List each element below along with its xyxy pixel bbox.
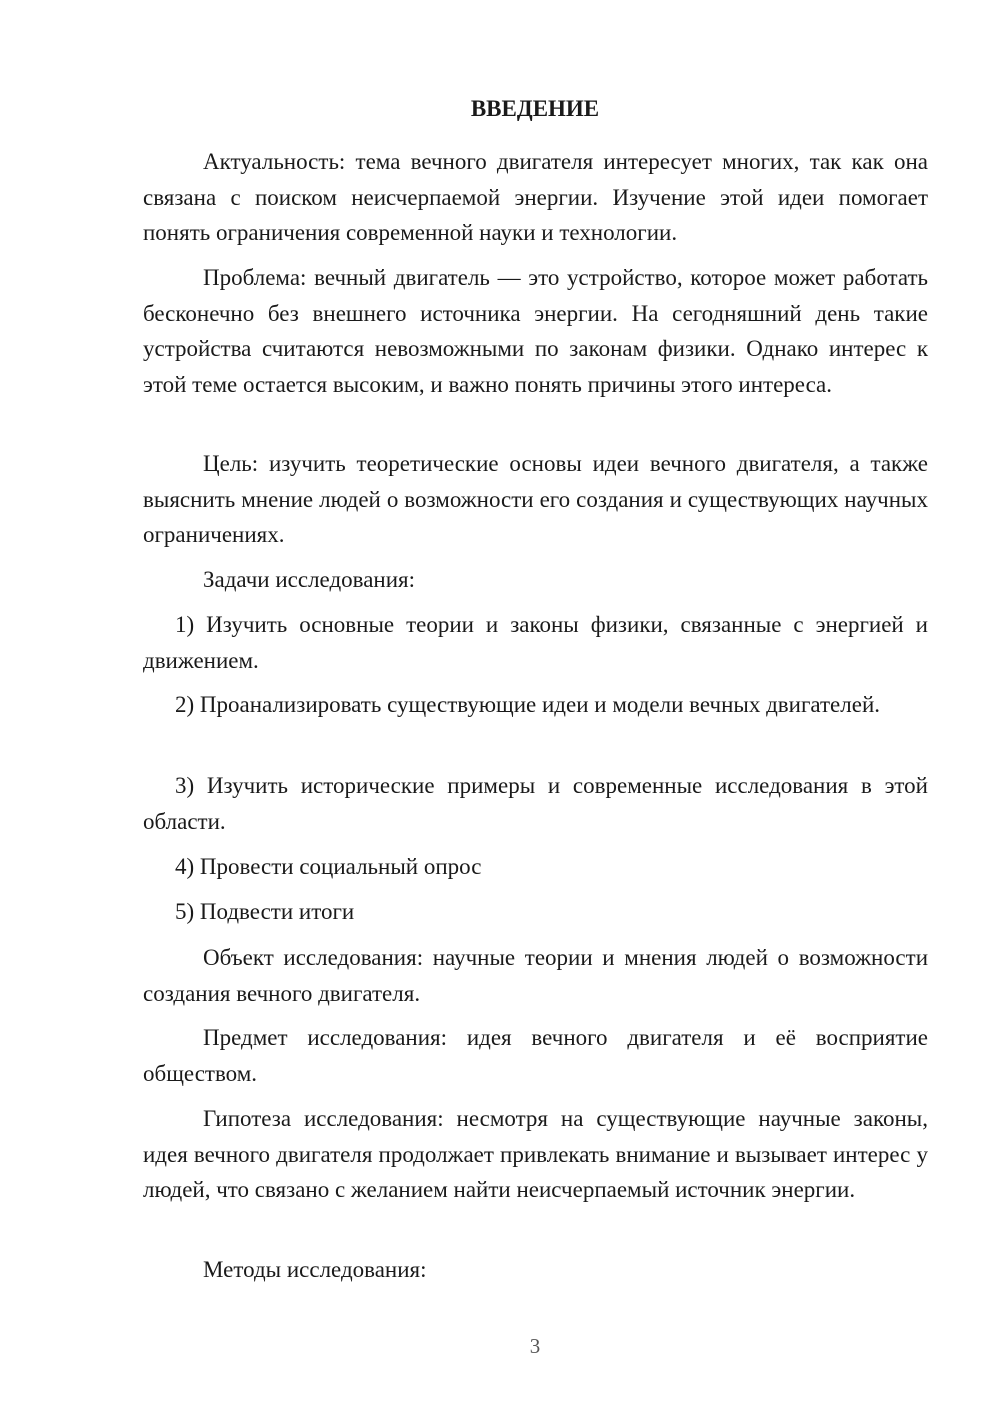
paragraph-object: Объект исследования: научные теории и мнения людей о возможности создания вечного двигателя. (143, 945, 928, 1006)
task-item-2: 2) Проанализировать существующие идеи и модели вечных двигателей. (175, 692, 881, 717)
methods-heading: Методы исследования: (203, 1257, 427, 1282)
page-number: 3 (529, 1334, 541, 1358)
tasks-heading: Задачи исследования: (203, 567, 416, 592)
paragraph-relevance: Актуальность: тема вечного двигателя интересует многих, так как она связана с поиском неисчерпаемой энергии. Изучение этой идеи помогает понять ограничения современной науки и технологии. (143, 149, 928, 245)
task-item-5: 5) Подвести итоги (175, 899, 355, 924)
page-title: ВВЕДЕНИЕ (470, 96, 600, 121)
task-item-3: 3) Изучить исторические примеры и современные исследования в этой области. (143, 773, 928, 834)
task-item-4: 4) Провести социальный опрос (175, 854, 482, 879)
paragraph-subject: Предмет исследования: идея вечного двигателя и её восприятие обществом. (143, 1025, 928, 1086)
task-item-1: 1) Изучить основные теории и законы физики, связанные с энергией и движением. (143, 612, 928, 673)
paragraph-problem: Проблема: вечный двигатель — это устройство, которое может работать бесконечно без внешнего источника энергии. На сегодняшний день такие устройства считаются невозможными по законам физики. Однако интерес к этой теме остается высоким, и важно понять причины этого интереса. (143, 265, 928, 397)
paragraph-goal: Цель: изучить теоретические основы идеи вечного двигателя, а также выяснить мнение людей о возможности его создания и существующих научных ограничениях. (143, 451, 928, 547)
paragraph-hypothesis: Гипотеза исследования: несмотря на существующие научные законы, идея вечного двигателя продолжает привлекать внимание и вызывает интерес у людей, что связано с желанием найти неисчерпаемый источник энергии. (143, 1106, 928, 1202)
